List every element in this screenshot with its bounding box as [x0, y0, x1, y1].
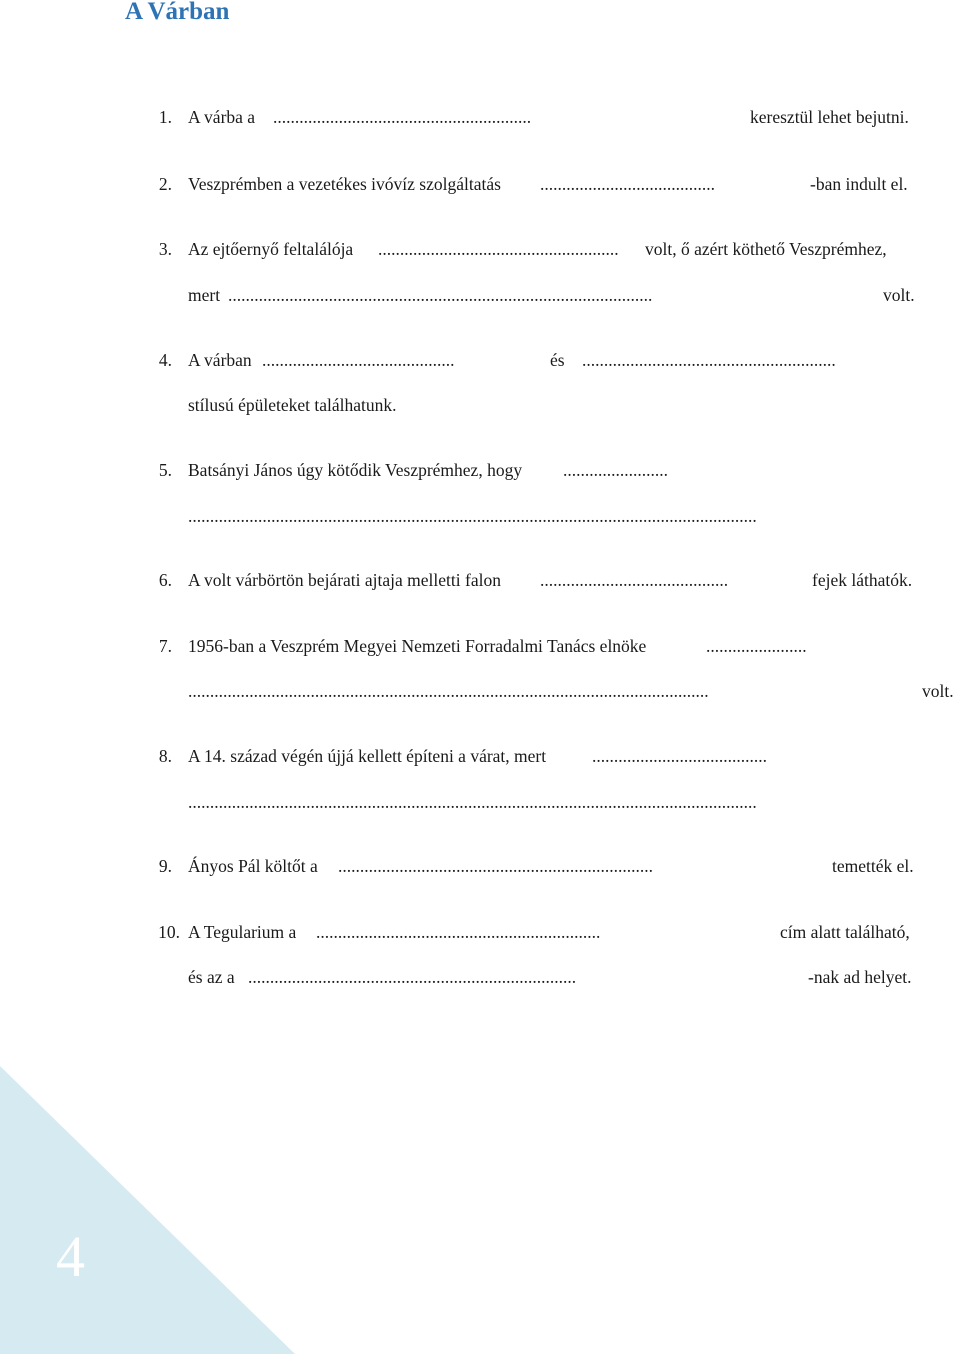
- item-text: volt.: [922, 681, 954, 701]
- item-text: A várban: [188, 350, 252, 370]
- item-text: Veszprémben a vezetékes ivóvíz szolgáltatás: [188, 174, 501, 194]
- item-number: 3.: [158, 239, 172, 259]
- item-text: A volt várbörtön bejárati ajtaja melletti falon: [188, 570, 501, 590]
- blank-line: ..........................................................: [582, 350, 836, 370]
- blank-line: ........................................................................: [338, 856, 653, 876]
- item-text: keresztül lehet bejutni.: [750, 107, 909, 127]
- blank-line: ............................................: [262, 350, 455, 370]
- item-text: A Tegularium a: [188, 922, 297, 942]
- item-number: 6.: [158, 570, 172, 590]
- blank-line: .......................................................................................................................: [188, 681, 709, 701]
- item-number: 10.: [158, 922, 180, 942]
- corner-decoration: [0, 1066, 295, 1354]
- item-number: 2.: [158, 174, 172, 194]
- item-text: A 14. század végén újjá kellett építeni a várat, mert: [188, 746, 547, 766]
- item-text: stílusú épületeket találhatunk.: [188, 395, 397, 415]
- item-text: volt.: [883, 285, 915, 305]
- item-text: -ban indult el.: [810, 174, 908, 194]
- blank-line: .......................................................: [378, 239, 619, 259]
- blank-line: ...........................................: [540, 570, 729, 590]
- item-number: 9.: [158, 856, 172, 876]
- item-number: 4.: [158, 350, 172, 370]
- item-number: 8.: [158, 746, 172, 766]
- blank-line: ........................................: [592, 746, 767, 766]
- item-number: 5.: [158, 460, 172, 480]
- item-text: Batsányi János úgy kötődik Veszprémhez, hogy: [188, 460, 523, 480]
- item-text: -nak ad helyet.: [808, 967, 912, 987]
- blank-line: ..................................................................................................................................: [188, 506, 757, 526]
- item-text: temették el.: [832, 856, 914, 876]
- item-text: cím alatt található,: [780, 922, 910, 942]
- blank-line: .................................................................: [316, 922, 601, 942]
- blank-line: ...........................................................................: [248, 967, 577, 987]
- item-text: A várba a: [188, 107, 256, 127]
- item-text: volt, ő azért köthető Veszprémhez,: [645, 239, 887, 259]
- item-text: és: [550, 350, 565, 370]
- item-text: és az a: [188, 967, 235, 987]
- blank-line: .......................: [706, 636, 807, 656]
- page-number: 4: [56, 1224, 85, 1289]
- blank-line: .................................................................................................: [228, 285, 653, 305]
- item-text: Az ejtőernyő feltalálója: [188, 239, 354, 259]
- item-text: fejek láthatók.: [812, 570, 913, 590]
- item-text: 1956-ban a Veszprém Megyei Nemzeti Forradalmi Tanács elnöke: [188, 636, 647, 656]
- item-number: 1.: [158, 107, 172, 127]
- item-text: mert: [188, 285, 221, 305]
- blank-line: ........................: [563, 460, 668, 480]
- item-number: 7.: [158, 636, 172, 656]
- blank-line: ........................................: [540, 174, 715, 194]
- item-text: Ányos Pál költőt a: [188, 856, 318, 876]
- blank-line: ...........................................................: [273, 107, 532, 127]
- page-title: A Várban: [125, 0, 230, 25]
- blank-line: ..................................................................................................................................: [188, 792, 757, 812]
